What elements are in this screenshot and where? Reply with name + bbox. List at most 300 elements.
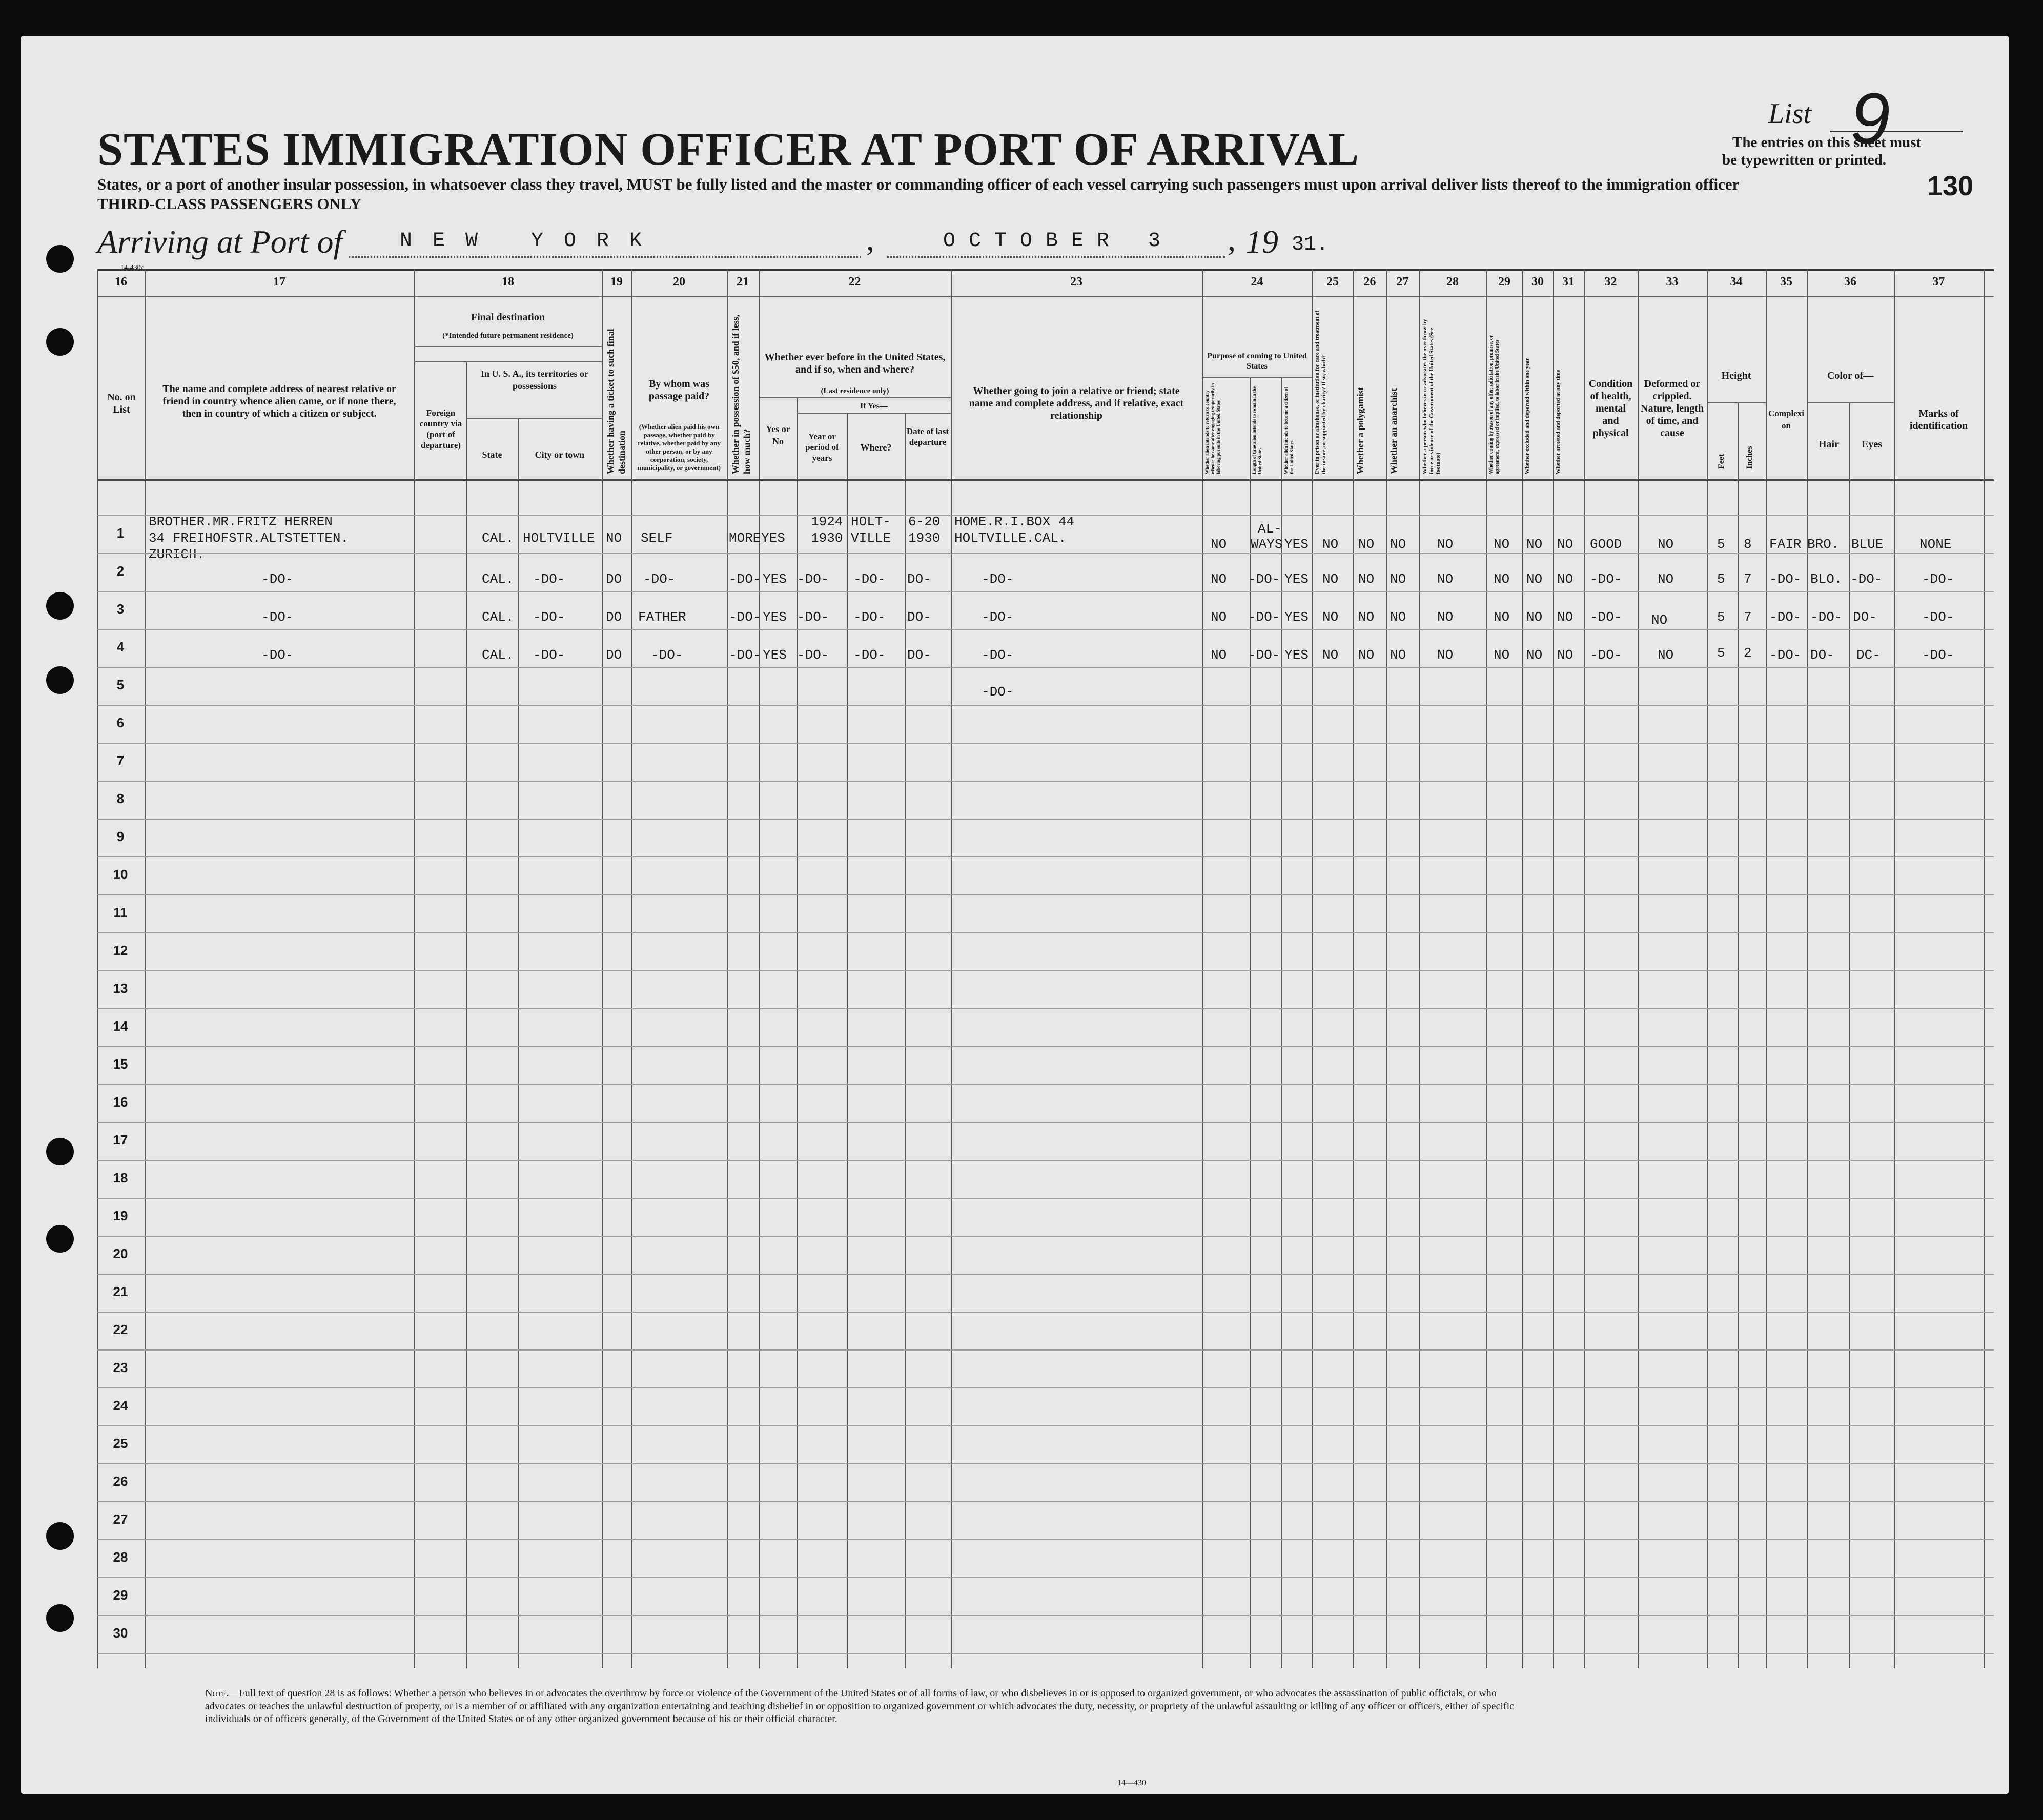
header-height: Height — [1721, 370, 1751, 381]
header-rule — [1807, 402, 1894, 403]
row-number: 12 — [113, 943, 128, 958]
header-ever-before: Whether ever before in the United States, and if so, when and where? — [764, 352, 946, 375]
intro-text: States, or a port of another insular possession, in whatsoever class they travel, MUST be fully listed and the master or commanding officer of each vessel carrying such passengers must upon arrival deliver lists thereof to the immigration officer — [97, 175, 1740, 193]
header-arrested: Whether arrested and deported at any time — [1555, 370, 1561, 474]
dest-city: -DO- — [533, 571, 565, 587]
column-number: 31 — [1562, 275, 1575, 289]
row-number: 6 — [116, 715, 125, 730]
ever-before: YES — [763, 609, 787, 625]
row-rule — [97, 1122, 1994, 1123]
year-suffix: 31. — [1292, 233, 1329, 256]
row-number: 25 — [113, 1436, 128, 1451]
height-feet: 5 — [1717, 537, 1725, 552]
return: NO — [1211, 537, 1227, 552]
row-number: 9 — [116, 829, 125, 844]
header-if-yes: If Yes— — [860, 402, 888, 411]
become-citizen: YES — [1284, 609, 1309, 625]
anarchist: NO — [1390, 609, 1406, 625]
stay-length: WAYS — [1251, 537, 1283, 552]
labor-offer: NO — [1494, 647, 1510, 663]
column-rule — [1638, 269, 1639, 1668]
column-number: 24 — [1251, 275, 1263, 289]
join-relative: HOLTVILLE.CAL. — [954, 530, 1067, 546]
row-number: 22 — [113, 1322, 128, 1337]
identification-marks: -DO- — [1922, 571, 1954, 587]
page-title: STATES IMMIGRATION OFFICER AT PORT OF ARRIVAL — [97, 124, 1360, 175]
column-rule — [727, 269, 728, 1668]
where: VILLE — [851, 530, 891, 546]
overthrow: NO — [1437, 609, 1454, 625]
paid-by: SELF — [641, 530, 673, 546]
departure-date: DO- — [907, 609, 931, 625]
polygamist: NO — [1358, 571, 1375, 587]
column-rule — [1738, 402, 1739, 1668]
row-rule — [97, 515, 1994, 516]
column-number: 18 — [502, 275, 514, 289]
years: -DO- — [797, 609, 829, 625]
dest-state: CAL. — [482, 571, 514, 587]
row-number: 17 — [113, 1132, 128, 1148]
column-rule — [1419, 269, 1420, 1668]
row-number: 30 — [113, 1625, 128, 1641]
header-rule — [414, 346, 602, 347]
header-polygamist: Whether a polygamist — [1355, 387, 1365, 474]
punch-hole — [46, 1522, 74, 1550]
header-departure-date: Date of last departure — [906, 426, 949, 447]
column-rule — [1486, 269, 1487, 1668]
row-rule — [97, 932, 1994, 933]
column-rule — [1386, 269, 1387, 1668]
header-purpose-length: Length of time alien intends to remain in the United States — [1252, 386, 1262, 474]
header-excluded: Whether excluded and deported within one year — [1524, 358, 1530, 474]
header-health: Condition of health, mental and physical — [1588, 378, 1633, 439]
column-number: 34 — [1730, 275, 1743, 289]
departure-date: 6-20 — [908, 514, 941, 529]
row-rule — [97, 1046, 1994, 1047]
row-number: 1 — [116, 525, 125, 541]
become-citizen: YES — [1284, 647, 1309, 663]
row-rule — [97, 705, 1994, 706]
dest-state: CAL. — [482, 530, 514, 546]
years: -DO- — [797, 571, 829, 587]
row-rule — [97, 667, 1994, 668]
height-feet: 5 — [1717, 645, 1725, 661]
complexion: -DO- — [1769, 609, 1802, 625]
row-rule — [97, 1236, 1994, 1237]
punch-hole — [46, 592, 74, 620]
prison: NO — [1322, 647, 1339, 663]
table-rule — [97, 269, 1994, 271]
polygamist: NO — [1358, 537, 1375, 552]
row-number: 26 — [113, 1474, 128, 1489]
excluded: NO — [1526, 647, 1543, 663]
column-number: 23 — [1070, 275, 1082, 289]
become-citizen: YES — [1284, 571, 1309, 587]
header-where: Where? — [860, 442, 892, 453]
health: -DO- — [1590, 571, 1622, 587]
header-state: State — [482, 449, 502, 460]
ever-before: YES — [763, 571, 787, 587]
manifest-sheet — [21, 36, 2009, 1794]
header-purpose: Purpose of coming to United States — [1207, 352, 1307, 371]
ticket: DO — [606, 609, 622, 625]
column-rule — [1202, 269, 1203, 1668]
column-rule — [414, 269, 415, 1668]
row-number: 16 — [113, 1094, 128, 1110]
prison: NO — [1322, 537, 1339, 552]
eye-color: BLUE — [1851, 537, 1884, 552]
row-rule — [97, 1008, 1994, 1009]
column-number: 27 — [1396, 275, 1409, 289]
row-number: 29 — [113, 1587, 128, 1603]
join-relative: -DO- — [982, 684, 1014, 700]
labor-offer: NO — [1494, 537, 1510, 552]
stay-length: -DO- — [1248, 609, 1280, 625]
height-inches: 7 — [1744, 609, 1752, 625]
column-number: 29 — [1498, 275, 1510, 289]
column-number: 20 — [673, 275, 685, 289]
overthrow: NO — [1437, 571, 1454, 587]
header-ticket: Whether having a ticket to such final destination — [605, 329, 627, 474]
stay-length: -DO- — [1248, 571, 1280, 587]
overthrow: NO — [1437, 537, 1454, 552]
column-number: 32 — [1604, 275, 1617, 289]
header-city: City or town — [535, 449, 585, 460]
date-comma: , — [866, 221, 874, 257]
row-number: 11 — [113, 905, 128, 920]
header-passage-paid-sub: (Whether alien paid his own passage, whether paid by relative, whether paid by any other person, or by any corporation, society, municipality, or government) — [638, 423, 721, 472]
ticket: NO — [606, 530, 622, 546]
punch-hole — [46, 328, 74, 356]
row-number: 10 — [113, 867, 128, 882]
entries-note: The entries on this sheet must — [1732, 134, 1922, 151]
deformed: NO — [1658, 647, 1674, 663]
row-rule — [97, 553, 1994, 554]
prison: NO — [1322, 571, 1339, 587]
join-relative: -DO- — [982, 609, 1014, 625]
ticket: DO — [606, 571, 622, 587]
column-rule — [602, 269, 603, 1668]
column-rule — [1584, 269, 1585, 1668]
hair-color: BLO. — [1810, 571, 1843, 587]
hair-color: BRO. — [1807, 537, 1840, 552]
polygamist: NO — [1358, 609, 1375, 625]
paid-by: -DO- — [651, 647, 683, 663]
footnote — [205, 1687, 1538, 1726]
row-number: 2 — [116, 563, 125, 579]
row-rule — [97, 819, 1994, 820]
column-rule — [905, 413, 906, 1668]
row-number: 7 — [116, 753, 125, 768]
row-rule — [97, 1274, 1994, 1275]
column-number: 21 — [737, 275, 749, 289]
column-number: 25 — [1326, 275, 1339, 289]
header-rule — [759, 397, 951, 398]
header-eyes: Eyes — [1862, 439, 1882, 450]
ticket: DO — [606, 647, 622, 663]
column-number: 19 — [610, 275, 623, 289]
date-dotted-line — [887, 256, 1225, 258]
row-rule — [97, 591, 1994, 592]
header-rule — [797, 413, 951, 414]
row-number: 15 — [113, 1056, 128, 1072]
header-overthrow: Whether a person who believes in or advocates the overthrow by force or violence of the Government of the United States (See footnote) — [1422, 319, 1441, 474]
excluded: NO — [1526, 571, 1543, 587]
header-prison: Ever in prison or almshouse, or institution for care and treatment of the insane, or supported by charity? If so, which? — [1314, 311, 1327, 474]
port-dotted-line — [349, 256, 861, 258]
years: 1930 — [811, 530, 843, 546]
arrested: NO — [1557, 571, 1574, 587]
money: MORE — [729, 530, 761, 546]
header-rule — [414, 361, 602, 362]
column-rule — [1707, 269, 1708, 1668]
header-last-residence: (Last residence only) — [821, 387, 889, 395]
departure-date: DO- — [907, 571, 931, 587]
punch-hole — [46, 1138, 74, 1165]
relative-address: ZURICH. — [149, 547, 205, 562]
stay-length: -DO- — [1248, 647, 1280, 663]
departure-date: 1930 — [908, 530, 941, 546]
dest-city: -DO- — [533, 647, 565, 663]
deformed: NO — [1658, 571, 1674, 587]
return: NO — [1211, 609, 1227, 625]
become-citizen: YES — [1284, 537, 1309, 552]
header-relative-address: The name and complete address of nearest relative or friend in country whence alien came, or if none there, then in country of which a citizen or subject. — [162, 383, 396, 419]
year-comma: , — [1228, 221, 1236, 257]
header-inches: Inches — [1745, 446, 1754, 469]
departure-date: DO- — [907, 647, 931, 663]
header-hair: Hair — [1819, 439, 1839, 450]
money: -DO- — [729, 571, 761, 587]
height-inches: 7 — [1744, 571, 1752, 587]
anarchist: NO — [1390, 647, 1406, 663]
labor-offer: NO — [1494, 609, 1510, 625]
hair-color: -DO- — [1810, 609, 1843, 625]
column-rule — [1522, 269, 1523, 1668]
paid-by: -DO- — [643, 571, 676, 587]
header-no-on-list: No. on List — [107, 392, 136, 415]
column-rule — [1984, 269, 1985, 1668]
dest-state: CAL. — [482, 647, 514, 663]
header-rule — [1202, 377, 1312, 378]
row-number: 4 — [116, 639, 125, 655]
list-label: List — [1768, 98, 1812, 130]
row-rule — [97, 629, 1994, 630]
column-rule — [145, 269, 146, 1668]
column-rule — [1312, 269, 1313, 1668]
punch-hole — [46, 245, 74, 273]
row-rule — [97, 1387, 1994, 1388]
footnote-text: —Full text of question 28 is as follows: Whether a person who believes in or advocates the overthrow by force or violence of the Government of the United States or of all forms of law, or who disbelieves in or is opposed to organized government, or who advocates the assassination of public officials, or who advocates or teaches the unlawful destruction of property, or is a member of or affiliated with any organization entertaining and teaching disbelief in or opposition to organized government or which advocates the duty, necessity, or propriety of the unlawful assaulting or killing of any officer or officers, either of specific individuals or of officers generally, of the Government of the United States or of any other organized government because of his or their official character. — [205, 1688, 1515, 1725]
row-rule — [97, 1653, 1994, 1654]
row-number: 20 — [113, 1246, 128, 1261]
eye-color: DC- — [1856, 647, 1881, 663]
return: NO — [1211, 571, 1227, 587]
punch-hole — [46, 1225, 74, 1253]
row-rule — [97, 1463, 1994, 1464]
header-purpose-citizen: Whether alien intends to become a citizen of the United States — [1283, 387, 1294, 474]
row-number: 13 — [113, 980, 128, 996]
class-label: THIRD-CLASS PASSENGERS ONLY — [97, 195, 362, 213]
row-rule — [97, 1539, 1994, 1540]
column-rule — [847, 413, 848, 1668]
column-rule — [518, 418, 519, 1668]
passenger-table — [97, 269, 1994, 1668]
stay-length: AL- — [1258, 521, 1282, 537]
return: NO — [1211, 647, 1227, 663]
header-color: Color of— — [1827, 370, 1874, 381]
sheet-number: 130 — [1927, 171, 1974, 201]
row-number: 18 — [113, 1170, 128, 1185]
year-prefix: 19 — [1245, 223, 1278, 260]
height-feet: 5 — [1717, 571, 1725, 587]
dest-state: CAL. — [482, 609, 514, 625]
row-number: 3 — [116, 601, 125, 617]
complexion: -DO- — [1769, 571, 1802, 587]
row-number: 23 — [113, 1360, 128, 1375]
header-foreign-country: Foreign country via (port of departure) — [419, 408, 462, 450]
row-number: 28 — [113, 1549, 128, 1565]
row-rule — [97, 743, 1994, 744]
header-complexion: Complexion — [1768, 408, 1804, 431]
column-rule — [1849, 402, 1850, 1668]
row-rule — [97, 894, 1994, 895]
row-rule — [97, 1084, 1994, 1085]
identification-marks: NONE — [1919, 537, 1952, 552]
anarchist: NO — [1390, 537, 1406, 552]
form-code: 14-430c — [120, 264, 144, 272]
column-rule — [1353, 269, 1354, 1668]
row-rule — [97, 1615, 1994, 1616]
row-number: 8 — [116, 791, 125, 806]
health: -DO- — [1590, 647, 1622, 663]
row-number: 14 — [113, 1018, 128, 1034]
arriving-label: Arriving at Port of — [97, 223, 343, 260]
join-relative: -DO- — [982, 571, 1014, 587]
column-rule — [466, 361, 467, 1668]
excluded: NO — [1526, 537, 1543, 552]
dest-city: HOLTVILLE — [523, 530, 595, 546]
money: -DO- — [729, 609, 761, 625]
eye-color: -DO- — [1850, 571, 1883, 587]
complexion: FAIR — [1769, 537, 1802, 552]
header-passage-paid: By whom was passage paid? — [648, 378, 710, 402]
relative-address: 34 FREIHOFSTR.ALTSTETTEN. — [149, 530, 349, 546]
column-rule — [797, 397, 798, 1668]
polygamist: NO — [1358, 647, 1375, 663]
column-number: 17 — [273, 275, 285, 289]
height-inches: 2 — [1744, 645, 1752, 661]
row-rule — [97, 970, 1994, 971]
deformed: NO — [1658, 537, 1674, 552]
money: -DO- — [729, 647, 761, 663]
header-yes-no: Yes or No — [766, 424, 790, 446]
where: -DO- — [853, 609, 886, 625]
header-anarchist: Whether an anarchist — [1388, 388, 1399, 474]
overthrow: NO — [1437, 647, 1454, 663]
list-underline — [1830, 131, 1963, 132]
header-deformed: Deformed or crippled. Nature, length of time, and cause — [1641, 378, 1704, 439]
row-rule — [97, 1349, 1994, 1351]
row-rule — [97, 1425, 1994, 1426]
header-final-destination-sub: (*Intended future permanent residence) — [442, 332, 574, 340]
date-value: OCTOBER 3 — [943, 230, 1174, 253]
identification-marks: -DO- — [1922, 647, 1954, 663]
years: 1924 — [811, 514, 843, 529]
header-rule — [1707, 402, 1766, 403]
header-final-destination: Final destination — [471, 312, 545, 323]
table-rule — [97, 479, 1994, 481]
column-rule — [631, 269, 632, 1668]
column-rule — [1553, 269, 1554, 1668]
column-number: 16 — [115, 275, 127, 289]
row-rule — [97, 1501, 1994, 1502]
years: -DO- — [797, 647, 829, 663]
row-rule — [97, 1312, 1994, 1313]
column-number: 35 — [1780, 275, 1792, 289]
row-number: 21 — [113, 1284, 128, 1299]
row-rule — [97, 781, 1994, 782]
row-rule — [97, 1198, 1994, 1199]
ever-before: YES — [763, 647, 787, 663]
footnote-label: Note. — [205, 1688, 229, 1699]
column-rule — [97, 269, 98, 1668]
header-labor-offer: Whether coming by reason of any offer, solicitation, promise, or agreement, expressed or implied, to labor in the United States — [1488, 335, 1500, 474]
list-number: 9 — [1850, 78, 1890, 158]
arrested: NO — [1557, 609, 1574, 625]
health: -DO- — [1590, 609, 1622, 625]
column-number: 37 — [1932, 275, 1945, 289]
column-number: 33 — [1666, 275, 1679, 289]
punch-hole — [46, 666, 74, 694]
column-rule — [1281, 377, 1282, 1668]
join-relative: -DO- — [982, 647, 1014, 663]
row-number: 24 — [113, 1398, 128, 1413]
identification-marks: -DO- — [1922, 609, 1954, 625]
column-rule — [951, 269, 952, 1668]
deformed: NO — [1651, 612, 1668, 628]
row-number: 27 — [113, 1511, 128, 1527]
where: HOLT- — [851, 514, 891, 529]
health: GOOD — [1590, 537, 1622, 552]
join-relative: HOME.R.I.BOX 44 — [954, 514, 1075, 529]
header-feet: Feet — [1717, 454, 1726, 469]
dest-city: -DO- — [533, 609, 565, 625]
row-rule — [97, 1160, 1994, 1161]
eye-color: DO- — [1853, 609, 1877, 625]
column-number: 22 — [848, 275, 861, 289]
relative-address: BROTHER.MR.FRITZ HERREN — [149, 514, 333, 529]
header-marks: Marks of identification — [1909, 408, 1968, 432]
relative-address: -DO- — [261, 571, 294, 587]
table-rule — [97, 296, 1994, 297]
relative-address: -DO- — [261, 609, 294, 625]
ever-before: YES — [761, 530, 785, 546]
punch-hole — [46, 1604, 74, 1632]
row-number: 5 — [116, 677, 125, 692]
anarchist: NO — [1390, 571, 1406, 587]
relative-address: -DO- — [261, 647, 294, 663]
column-rule — [1766, 269, 1767, 1668]
labor-offer: NO — [1494, 571, 1510, 587]
row-rule — [97, 1577, 1994, 1578]
header-fifty-dollars: Whether in possession of $50, and if less, how much? — [730, 314, 752, 474]
footer-form-code: 14—430 — [1117, 1778, 1146, 1787]
column-rule — [1894, 269, 1895, 1668]
hair-color: DO- — [1810, 647, 1834, 663]
column-number: 30 — [1531, 275, 1544, 289]
prison: NO — [1322, 609, 1339, 625]
